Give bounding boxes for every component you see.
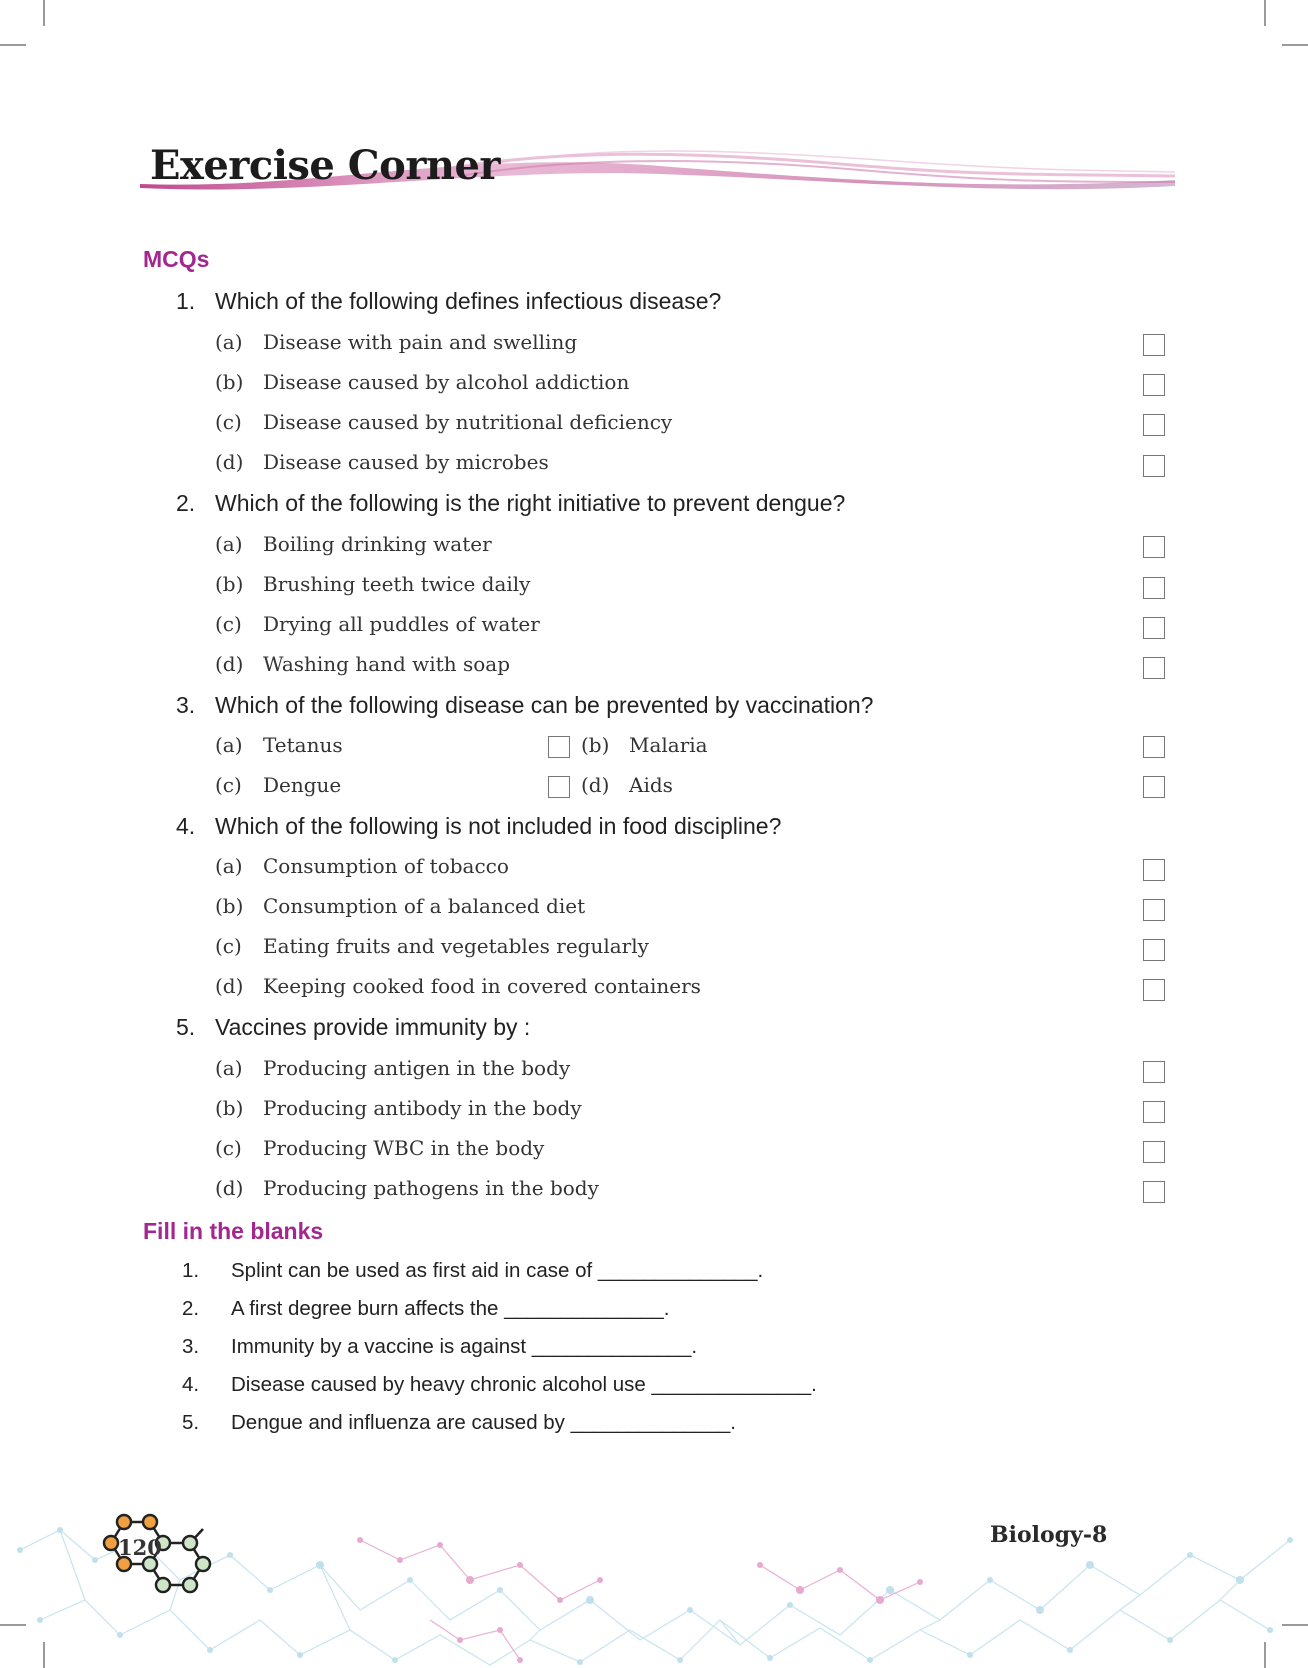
option-text: Disease caused by microbes	[263, 450, 549, 474]
item-number: 2.	[182, 1297, 200, 1320]
question-text: Vaccines provide immunity by :	[215, 1014, 531, 1040]
option-label: (a)	[215, 532, 243, 556]
option-label: (a)	[215, 733, 243, 757]
option-text: Dengue	[263, 773, 342, 797]
option-label: (c)	[215, 773, 242, 797]
answer-checkbox-5c[interactable]	[1143, 1141, 1165, 1163]
option-text: Producing antibody in the body	[263, 1096, 582, 1120]
option-label: (b)	[215, 370, 244, 394]
option-4a	[215, 854, 509, 884]
option-text: Boiling drinking water	[263, 532, 492, 556]
option-label: (b)	[215, 572, 244, 596]
option-4d	[215, 974, 701, 1004]
question-3	[176, 692, 873, 724]
question-2	[176, 490, 845, 522]
fill-blanks-heading: Fill in the blanks	[143, 1218, 324, 1244]
option-label: (c)	[215, 934, 242, 958]
question-text: Which of the following disease can be prevented by vaccination?	[215, 692, 874, 718]
option-label: (b)	[215, 1096, 244, 1120]
option-2d	[215, 652, 510, 682]
option-label: (d)	[215, 1176, 244, 1200]
book-name: Biology-8	[990, 1522, 1108, 1548]
option-label: (c)	[215, 612, 242, 636]
option-2b	[215, 572, 530, 602]
question-number: 1.	[176, 288, 196, 314]
option-text: Consumption of tobacco	[263, 854, 509, 878]
crop-mark	[1264, 0, 1266, 26]
option-text: Producing WBC in the body	[263, 1136, 545, 1160]
option-text: Drying all puddles of water	[263, 612, 540, 636]
option-4b	[215, 894, 585, 924]
question-text: Which of the following is not included in food discipline?	[215, 813, 782, 839]
option-1c	[215, 410, 672, 440]
answer-checkbox-2c[interactable]	[1143, 617, 1165, 639]
mcq-heading: MCQs	[143, 246, 210, 272]
molecule-network-decoration	[0, 1470, 1308, 1668]
option-label: (c)	[215, 1136, 242, 1160]
question-text: Which of the following defines infectious disease?	[215, 288, 722, 314]
option-4c	[215, 934, 649, 964]
fill-blank-item	[182, 1297, 669, 1327]
item-text: Splint can be used as first aid in case of ______________.	[231, 1259, 764, 1282]
option-label: (a)	[215, 1056, 243, 1080]
question-number: 3.	[176, 692, 196, 718]
question-number: 5.	[176, 1014, 196, 1040]
option-5c	[215, 1136, 544, 1166]
option-5a	[215, 1056, 570, 1086]
option-3b	[581, 733, 708, 757]
option-row-3ab	[215, 733, 1215, 763]
answer-checkbox-3c[interactable]	[548, 776, 570, 798]
option-2a	[215, 532, 492, 562]
option-label: (d)	[215, 652, 244, 676]
option-text: Disease caused by nutritional deficiency	[263, 410, 673, 434]
answer-checkbox-1c[interactable]	[1143, 414, 1165, 436]
option-text: Aids	[629, 773, 673, 797]
option-label: (b)	[581, 733, 610, 757]
option-3d	[581, 773, 673, 797]
option-3a	[215, 733, 343, 757]
option-label: (a)	[215, 330, 243, 354]
fill-blank-item	[182, 1259, 763, 1289]
question-5	[176, 1014, 530, 1046]
answer-checkbox-4b[interactable]	[1143, 899, 1165, 921]
option-1a	[215, 330, 577, 360]
question-number: 2.	[176, 490, 196, 516]
answer-checkbox-1a[interactable]	[1143, 334, 1165, 356]
answer-checkbox-5d[interactable]	[1143, 1181, 1165, 1203]
option-label: (d)	[215, 974, 244, 998]
item-text: A first degree burn affects the ______________.	[231, 1297, 670, 1320]
crop-mark	[1282, 44, 1308, 46]
answer-checkbox-5a[interactable]	[1143, 1061, 1165, 1083]
answer-checkbox-5b[interactable]	[1143, 1101, 1165, 1123]
answer-checkbox-1b[interactable]	[1143, 374, 1165, 396]
answer-checkbox-3a[interactable]	[548, 736, 570, 758]
option-5b	[215, 1096, 582, 1126]
fill-blank-item	[182, 1411, 736, 1441]
answer-checkbox-4d[interactable]	[1143, 979, 1165, 1001]
option-text: Consumption of a balanced diet	[263, 894, 586, 918]
item-number: 1.	[182, 1259, 200, 1282]
option-label: (a)	[215, 854, 243, 878]
option-2c	[215, 612, 540, 642]
option-text: Producing antigen in the body	[263, 1056, 571, 1080]
option-1d	[215, 450, 549, 480]
answer-checkbox-3b[interactable]	[1143, 736, 1165, 758]
option-text: Washing hand with soap	[263, 652, 510, 676]
option-label: (d)	[581, 773, 610, 797]
question-number: 4.	[176, 813, 196, 839]
option-text: Brushing teeth twice daily	[263, 572, 531, 596]
option-1b	[215, 370, 629, 400]
option-text: Disease caused by alcohol addiction	[263, 370, 630, 394]
answer-checkbox-1d[interactable]	[1143, 455, 1165, 477]
fill-blank-item	[182, 1335, 697, 1365]
item-text: Dengue and influenza are caused by ______________.	[231, 1411, 736, 1434]
item-number: 3.	[182, 1335, 200, 1358]
answer-checkbox-4a[interactable]	[1143, 859, 1165, 881]
question-1	[176, 288, 721, 320]
item-text: Disease caused by heavy chronic alcohol use ______________.	[231, 1373, 817, 1396]
item-number: 4.	[182, 1373, 200, 1396]
item-text: Immunity by a vaccine is against ______________.	[231, 1335, 698, 1358]
page-title: Exercise Corner	[150, 142, 500, 189]
crop-mark	[0, 44, 26, 46]
option-row-3cd	[215, 773, 1215, 803]
option-label: (b)	[215, 894, 244, 918]
answer-checkbox-4c[interactable]	[1143, 939, 1165, 961]
fill-blank-item	[182, 1373, 817, 1403]
option-3c	[215, 773, 341, 797]
option-label: (d)	[215, 450, 244, 474]
answer-checkbox-3d[interactable]	[1143, 776, 1165, 798]
answer-checkbox-2a[interactable]	[1143, 536, 1165, 558]
option-text: Tetanus	[263, 733, 343, 757]
question-text: Which of the following is the right initiative to prevent dengue?	[215, 490, 846, 516]
option-5d	[215, 1176, 599, 1206]
title-banner	[140, 140, 1180, 200]
option-text: Producing pathogens in the body	[263, 1176, 599, 1200]
question-4	[176, 813, 781, 845]
page-number: 120	[118, 1535, 162, 1560]
answer-checkbox-2d[interactable]	[1143, 657, 1165, 679]
option-text: Eating fruits and vegetables regularly	[263, 934, 649, 958]
crop-mark	[43, 0, 45, 26]
option-label: (c)	[215, 410, 242, 434]
option-text: Malaria	[629, 733, 708, 757]
option-text: Keeping cooked food in covered containers	[263, 974, 701, 998]
answer-checkbox-2b[interactable]	[1143, 577, 1165, 599]
item-number: 5.	[182, 1411, 200, 1434]
option-text: Disease with pain and swelling	[263, 330, 578, 354]
